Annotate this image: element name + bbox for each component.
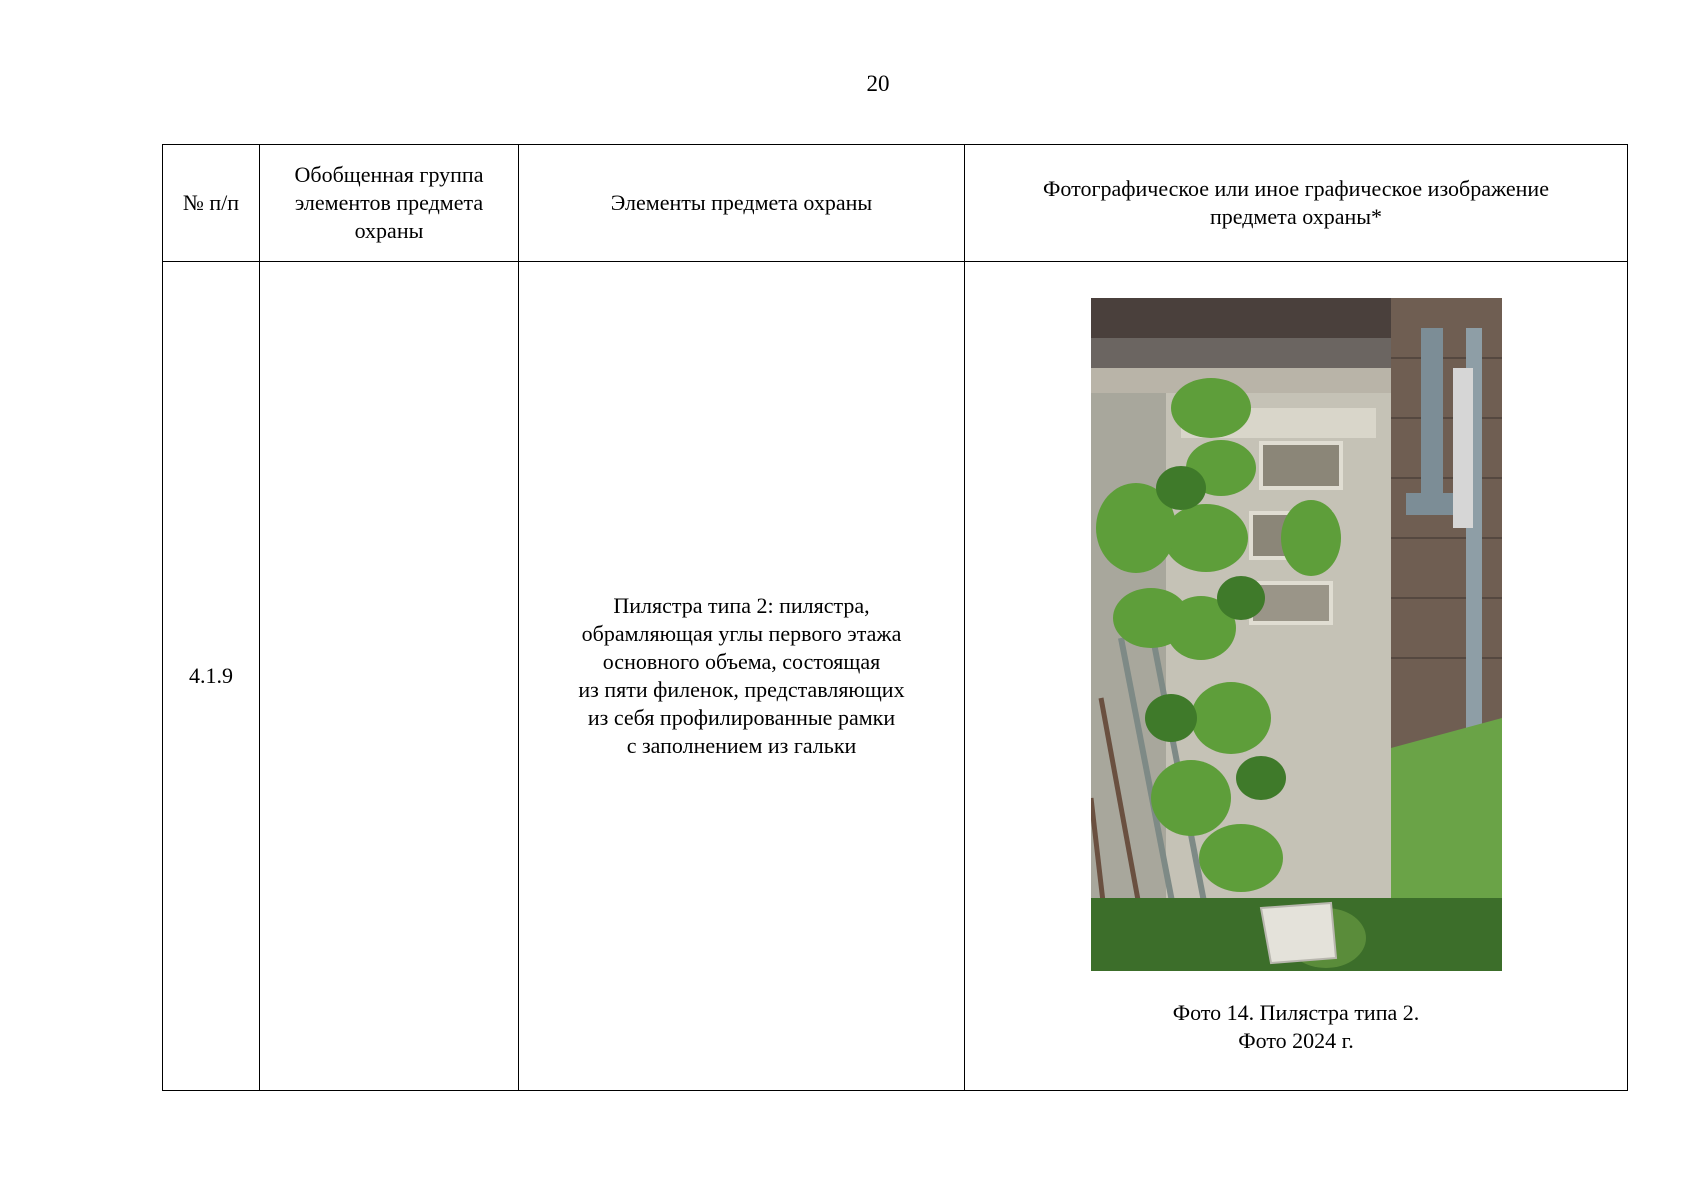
protection-elements-table	[162, 144, 1628, 1091]
row-elements	[519, 262, 965, 1091]
element-line: основного объема, состоящая	[602, 649, 881, 674]
element-line: из себя профилированные рамки	[587, 705, 896, 730]
caption-line: Фото 2024 г.	[1238, 1028, 1354, 1053]
page-number: 20	[866, 71, 890, 96]
header-elements: Элементы предмета охраны	[519, 145, 965, 262]
row-group	[260, 262, 519, 1091]
header-image: Фотографическое или иное графическое изображение предмета охраны*	[965, 145, 1628, 262]
row-image	[965, 262, 1628, 1091]
header-group: Обобщенная группа элементов предмета охраны	[260, 145, 519, 262]
table-row	[163, 262, 1628, 1091]
element-description	[519, 592, 964, 760]
element-line: из пяти филенок, представляющих	[578, 677, 905, 702]
caption-line: Фото 14. Пилястра типа 2.	[1172, 1000, 1420, 1025]
element-line: с заполнением из гальки	[626, 733, 857, 758]
element-line: обрамляющая углы первого этажа	[581, 621, 902, 646]
photo-caption	[1173, 999, 1420, 1055]
element-line: Пилястра типа 2: пилястра,	[613, 593, 870, 618]
table-header-row	[163, 145, 1628, 262]
header-number: № п/п	[163, 145, 260, 262]
row-number: 4.1.9	[163, 262, 260, 1091]
pilaster-photo	[1091, 298, 1502, 971]
